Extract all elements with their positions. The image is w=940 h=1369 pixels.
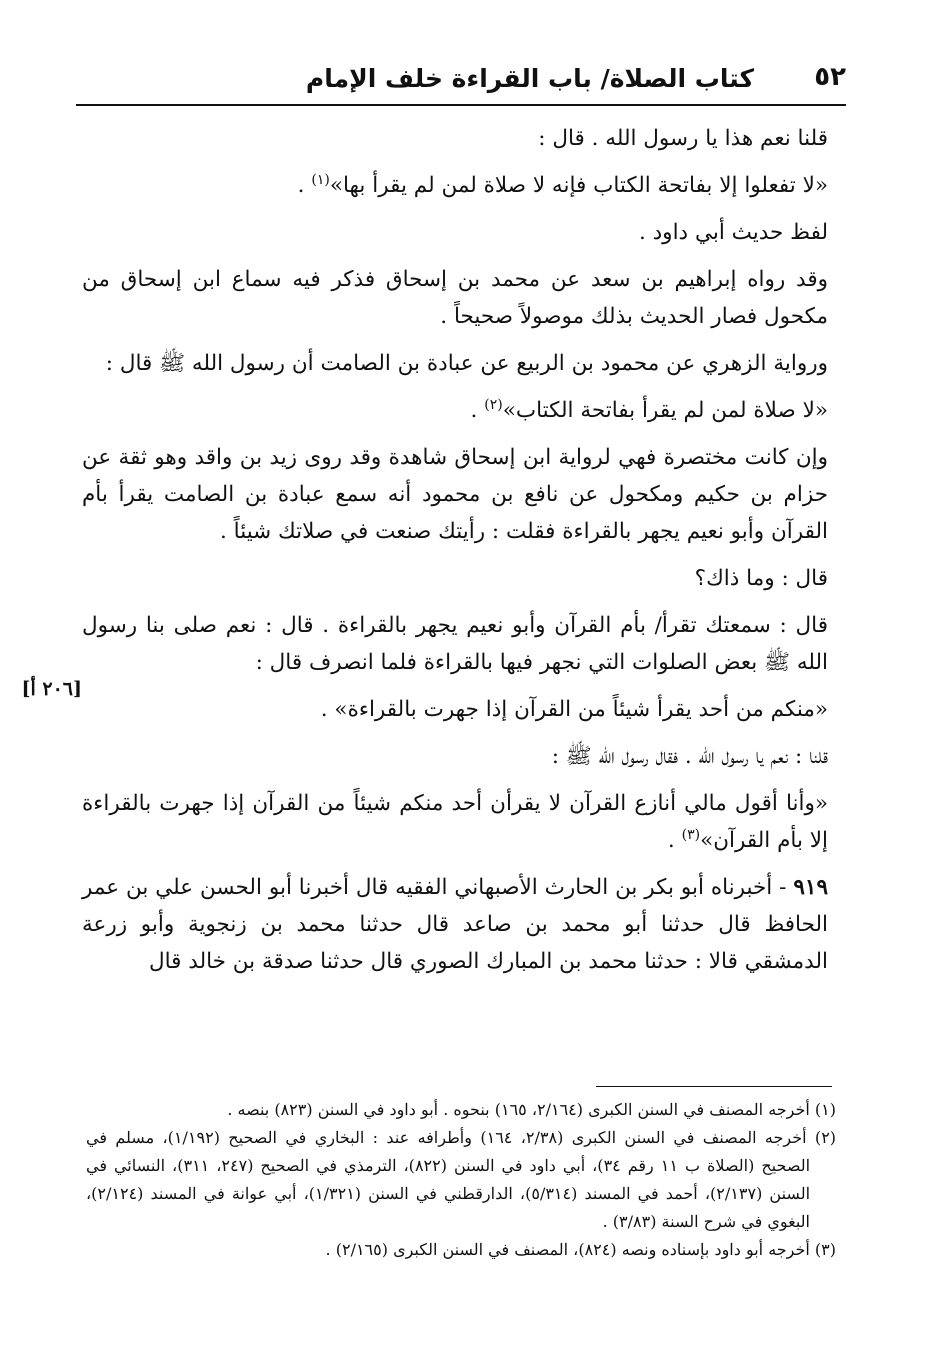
numbered-hadith	[82, 869, 828, 980]
main-text	[82, 120, 828, 990]
paragraph	[82, 214, 828, 251]
footnote-2: (٢) أخرجه المصنف في السنن الكبرى (٢/٣٨، ١٦٤) وأطرافه عند : البخاري في الصحيح (١/١٩٢)، مسلم في الصحيح (الصلاة ب ١١ رقم ٣٤)، أبي داود في السنن (٨٢٢)، الترمذي في الصحيح (٢٤٧، ٣١١)، النسائي في السنن (٢/١٣٧)، أحمد في المسند (٥/٣١٤)، الدارقطني في السنن (١/٣٢١)، أبي عوانة في المسند (٢/١٢٤)، البغوي في شرح السنة (٣/٨٣) .	[86, 1128, 837, 1231]
paragraph-text: وإن كانت مختصرة فهي لرواية ابن إسحاق شاهدة وقد روى زيد بن واقد وهو ثقة عن حزام بن حكيم ومكحول عن نافع بن محمود أنه سمع عبادة بن الصامت يقرأ بأم القرآن وأبو نعيم يجهر بالقراءة فقلت : رأيتك صنعت في صلاتك شيئاً .	[82, 445, 828, 544]
paragraph-text: ورواية الزهري عن محمود بن الربيع عن عبادة بن الصامت أن رسول الله ﷺ قال :	[105, 351, 828, 376]
paragraph-text: - أخبرناه أبو بكر بن الحارث الأصبهاني الفقيه قال أخبرنا أبو الحسن علي بن عمر الحافظ قال حدثنا أبو محمد بن صاعد قال حدثنا محمد بن زنجوية وأبو زرعة الدمشقي قالا : حدثنا محمد بن المبارك الصوري قال حدثنا صدقة بن خالد قال	[82, 875, 828, 974]
hadith-number: ٩١٩	[793, 875, 828, 900]
paragraph-text: قلنا نعم هذا يا رسول الله . قال :	[538, 126, 828, 151]
page-number: ٥٢	[814, 62, 846, 92]
running-header	[76, 58, 846, 102]
footnote-ref: (١)	[311, 171, 330, 188]
hadith-quote: «وأنا أقول مالي أنازع القرآن لا يقرأن أحد منكم شيئاً من القرآن إذا جهرت بالقراءة إلا بأم القرآن»$^{(٣)}$ .	[82, 791, 828, 853]
hadith-quote	[82, 691, 828, 728]
paragraph-text: وقد رواه إبراهيم بن سعد عن محمد بن إسحاق فذكر فيه سماع ابن إسحاق من مكحول فصار الحديث بذلك موصولاً صحيحاً .	[82, 267, 828, 329]
paragraph	[82, 560, 828, 597]
footnote-ref: (٣)	[681, 826, 701, 843]
hadith-quote: «لا تفعلوا إلا بفاتحة الكتاب فإنه لا صلاة لمن لم يقرأ بها»$^{(١)}$ .	[297, 171, 828, 198]
paragraph	[82, 120, 828, 157]
paragraph-text: قلنا : نعم يا رسول الله . فقال رسول الله ﷺ :	[551, 744, 828, 769]
quote-text: «منكم من أحد يقرأ شيئاً من القرآن إذا جهرت بالقراءة» .	[320, 697, 828, 722]
paragraph-text: قال : وما ذاك؟	[694, 566, 828, 591]
paragraph	[82, 261, 828, 335]
paragraph	[82, 607, 828, 681]
quote-text: «لا تفعلوا إلا بفاتحة الكتاب فإنه لا صلاة لمن لم يقرأ بها»	[329, 173, 828, 198]
footnotes	[86, 1096, 836, 1264]
quote-text: «وأنا أقول مالي أنازع القرآن لا يقرأن أحد منكم شيئاً من القرآن إذا جهرت بالقراءة إلا بأم القرآن»	[82, 791, 828, 853]
quote-text: «لا صلاة لمن لم يقرأ بفاتحة الكتاب»	[502, 398, 828, 423]
hadith-quote: «لا صلاة لمن لم يقرأ بفاتحة الكتاب»$^{(٢)}$ .	[470, 396, 828, 423]
paragraph	[82, 345, 828, 382]
footnote-ref: (٢)	[484, 396, 503, 413]
footnote-rule	[596, 1086, 832, 1087]
footnote-3: (٣) أخرجه أبو داود بإسناده ونصه (٨٢٤)، المصنف في السنن الكبرى (٢/١٦٥) .	[325, 1240, 836, 1259]
manuscript-folio-marker: [٢٠٦ أ]	[21, 678, 82, 700]
running-title: كتاب الصلاة/ باب القراءة خلف الإمام	[305, 64, 754, 93]
paragraph	[82, 738, 828, 775]
paragraph-text: قال : سمعتك تقرأ/ بأم القرآن وأبو نعيم يجهر بالقراءة . قال : نعم صلى بنا رسول الله ﷺ بعض الصلوات التي نجهر فيها بالقراءة فلما انصرف قال :	[82, 613, 828, 675]
paragraph	[82, 439, 828, 550]
footnote-1: (١) أخرجه المصنف في السنن الكبرى (٢/١٦٤، ١٦٥) بنحوه . أبو داود في السنن (٨٢٣) بنصه .	[227, 1100, 836, 1119]
header-rule	[76, 104, 846, 106]
paragraph-text: لفظ حديث أبي داود .	[638, 220, 828, 245]
